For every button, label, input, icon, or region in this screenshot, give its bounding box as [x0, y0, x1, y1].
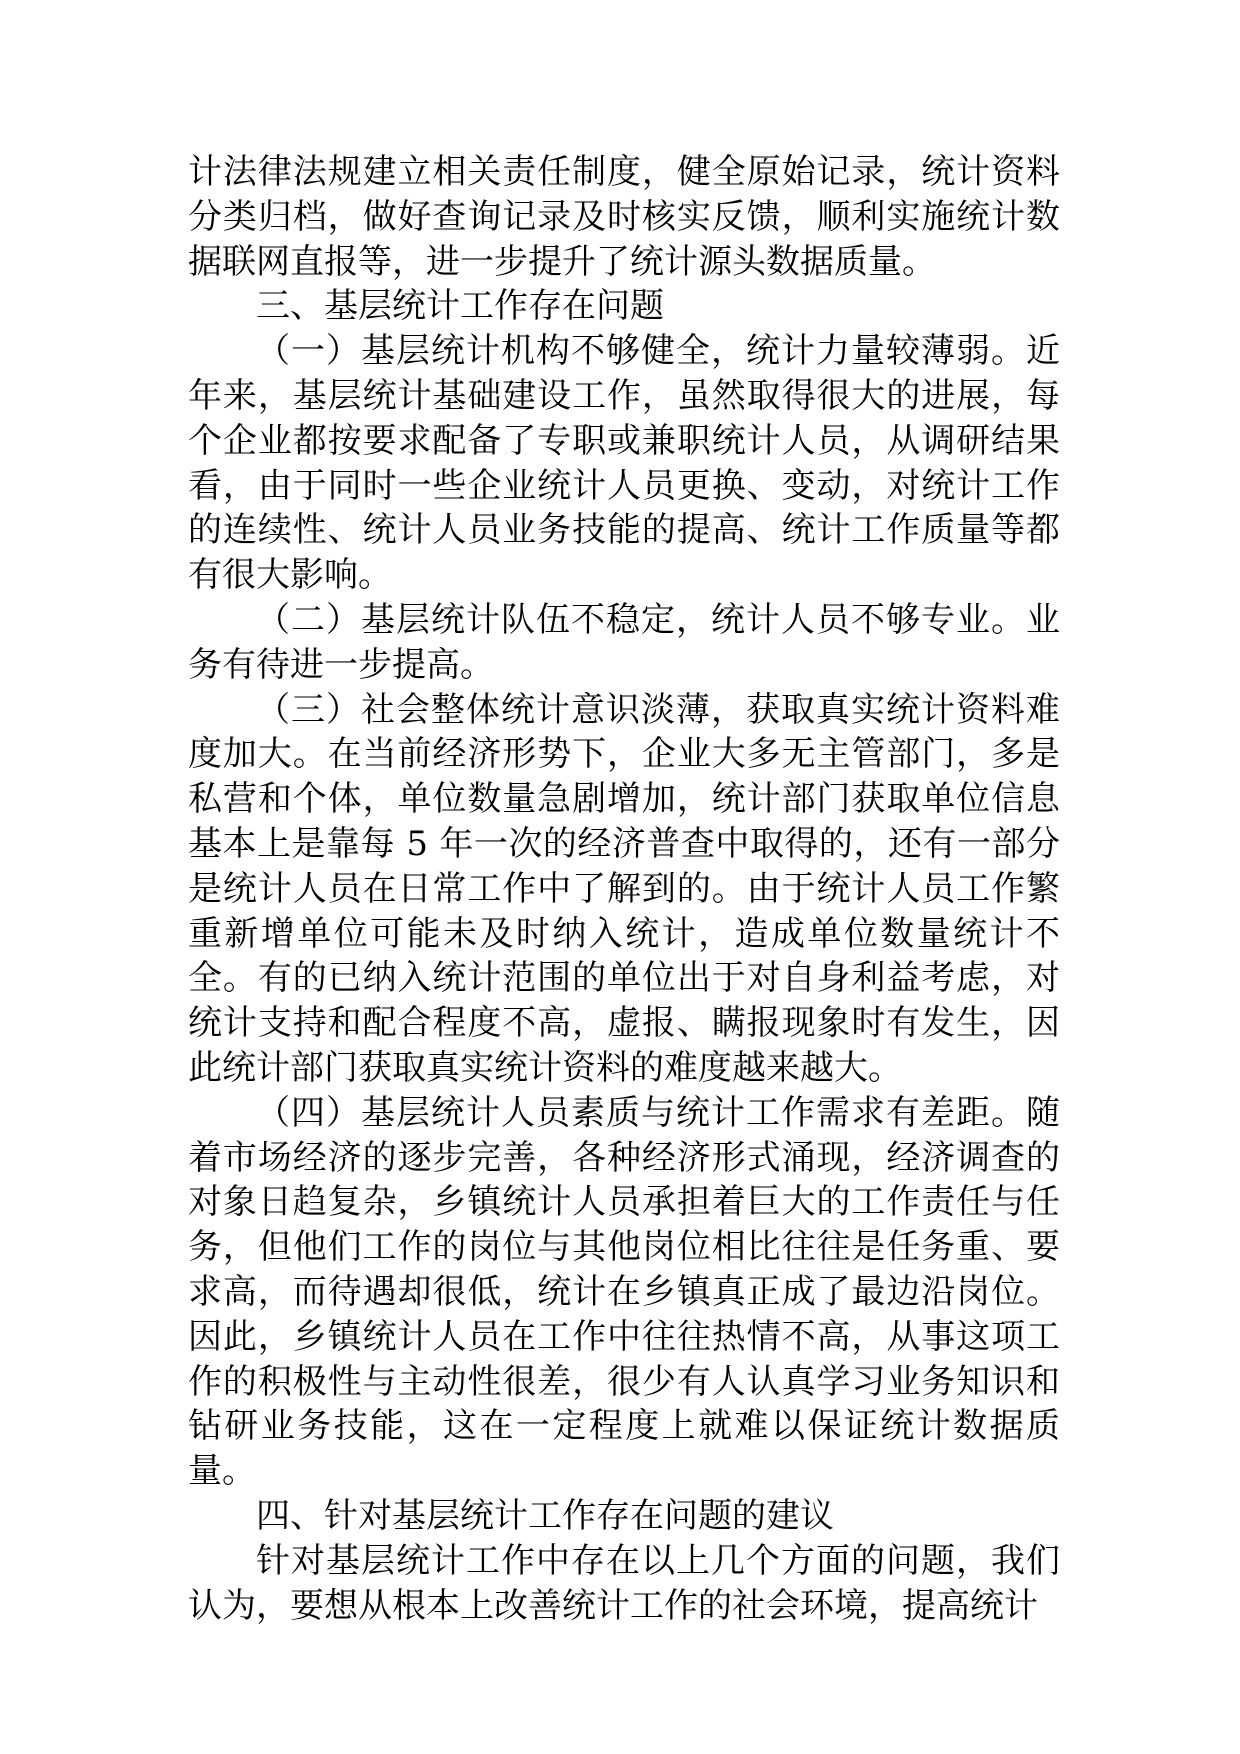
section-heading-4: 四、针对基层统计工作存在问题的建议: [256, 1495, 834, 1536]
paragraph-continuation: 计法律法规建立相关责任制度，健全原始记录，统计资料分类归档，做好查询记录及时核实反馈，顺利实施统计数据联网直报等，进一步提升了统计源头数据质量。: [188, 152, 1060, 282]
paragraph-suggestions-intro: 针对基层统计工作中存在以上几个方面的问题，我们认为，要想从根本上改善统计工作的社会环境，提高统计: [188, 1540, 1060, 1626]
paragraph-item-1: （一）基层统计机构不够健全，统计力量较薄弱。近年来，基层统计基础建设工作，虽然取得很大的进展，每个企业都按要求配备了专职或兼职统计人员，从调研结果看，由于同时一些企业统计人员更换、变动，对统计工作的连续性、统计人员业务技能的提高、统计工作质量等都有很大影响。: [188, 331, 1060, 596]
paragraph-item-4: （四）基层统计人员素质与统计工作需求有差距。随着市场经济的逐步完善，各种经济形式涌现，经济调查的对象日趋复杂，乡镇统计人员承担着巨大的工作责任与任务，但他们工作的岗位与其他岗位相比往往是任务重、要求高，而待遇却很低，统计在乡镇真正成了最边沿岗位。因此，乡镇统计人员在工作中往往热情不高，从事这项工作的积极性与主动性很差，很少有人认真学习业务知识和钻研业务技能，这在一定程度上就难以保证统计数据质量。: [188, 1092, 1060, 1492]
paragraph-item-2: （二）基层统计队伍不稳定，统计人员不够专业。业务有待进一步提高。: [188, 599, 1060, 685]
paragraph-item-3: （三）社会整体统计意识淡薄，获取真实统计资料难度加大。在当前经济形势下，企业大多无主管部门，多是私营和个体，单位数量急剧增加，统计部门获取单位信息基本上是靠每 5 年一次的经济普查中取得的，还有一部分是统计人员在日常工作中了解到的。由于统计人员工作繁重新增单位可能未及时纳入统计，造成单位数量统计不全。有的已纳入统计范围的单位出于对自身利益考虑，对统计支持和配合程度不高，虚报、瞒报现象时有发生，因此统计部门获取真实统计资料的难度越来越大。: [188, 689, 1060, 1088]
document-page: [188, 150, 1060, 1628]
section-heading-3: 三、基层统计工作存在问题: [256, 286, 664, 327]
